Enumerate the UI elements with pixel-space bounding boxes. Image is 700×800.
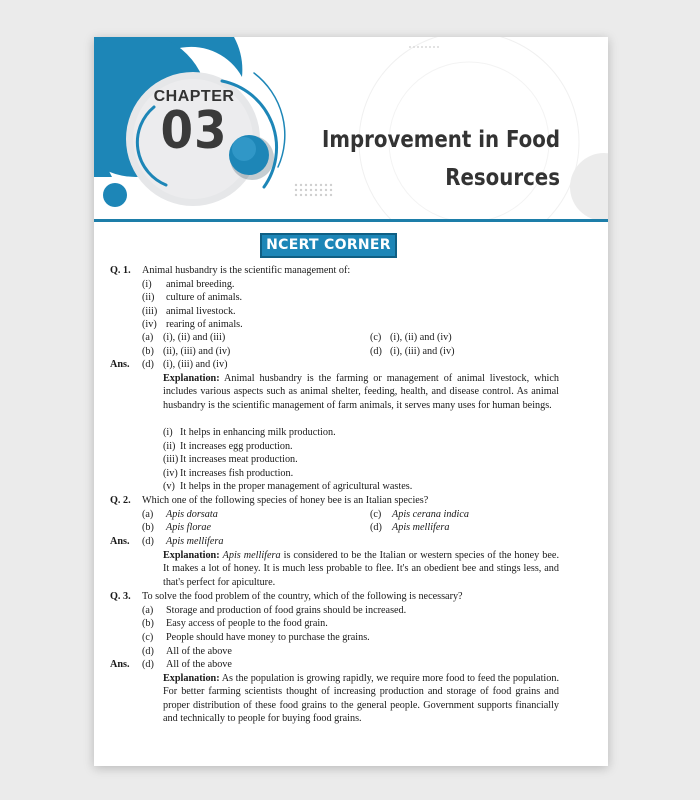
q2-option-text: Apis dorsata	[166, 509, 218, 520]
small-blue-dot	[103, 183, 127, 207]
q3-option-text: Storage and production of food grains should be increased.	[166, 605, 407, 616]
q2-option-text: Apis florae	[166, 522, 211, 533]
q2-option-marker: (b)	[142, 522, 154, 533]
q3-explanation	[163, 672, 559, 726]
chapter-label: CHAPTER	[153, 88, 235, 105]
q1-use-text: It increases fish production.	[180, 468, 294, 479]
q1-option-text: (ii), (iii) and (iv)	[163, 346, 231, 357]
q2-explanation-text: is considered to be the Italian or western species of the honey bee. It makes a lot of honey. It is much less probable to flee. It's an obedient bee and stings less, and that's perfect for apiculture.	[163, 550, 559, 588]
q1-use-marker: (v)	[163, 481, 175, 492]
q1-answer-marker: (d)	[142, 359, 154, 370]
q2-text: Which one of the following species of honey bee is an Italian species?	[142, 495, 429, 506]
q3-option-text: All of the above	[166, 646, 232, 657]
q2-answer-text: Apis mellifera	[166, 536, 224, 547]
q3-number: Q. 3.	[110, 591, 131, 602]
q1-item-marker: (i)	[142, 279, 152, 290]
q2-option-marker: (a)	[142, 509, 154, 520]
q1-explanation-text: Animal husbandry is the farming or management of animal livestock, which includes various aspects such as animal shelter, feeding, health, and disease control. As animal husbandry is the scientific management of farm animals, it serves many uses for human beings.	[163, 373, 559, 411]
q3-option-text: Easy access of people to the food grain.	[166, 618, 328, 629]
q1-answer-text: (i), (iii) and (iv)	[163, 359, 228, 370]
q1-text: Animal husbandry is the scientific management of:	[142, 265, 351, 276]
q1-item-text: rearing of animals.	[166, 319, 243, 330]
q3-explanation-text: As the population is growing rapidly, we require more food to feed the population. For better farming scientists thought of increasing production and storage of food grains and proper distribution of these food grains to the general people. Government supports financially and technically to people for buying food grains.	[163, 673, 559, 725]
q2-option-text: Apis mellifera	[392, 522, 450, 533]
q1-use-text: It increases meat production.	[180, 454, 298, 465]
q3-option-marker: (d)	[142, 646, 154, 657]
q1-item-marker: (ii)	[142, 292, 155, 303]
q3-answer-label: Ans.	[110, 659, 130, 670]
q2-option-marker: (c)	[370, 509, 382, 520]
q1-answer-label: Ans.	[110, 359, 130, 370]
chapter-title-line2: Resources	[445, 165, 560, 191]
dot-row-top	[409, 46, 439, 48]
q1-option-marker: (a)	[142, 332, 154, 343]
q1-use-marker: (iv)	[163, 468, 178, 479]
q2-option-text: Apis cerana indica	[392, 509, 469, 520]
q3-option-marker: (b)	[142, 618, 154, 629]
chapter-header	[94, 37, 608, 219]
q2-answer-marker: (d)	[142, 536, 154, 547]
q1-explanation	[163, 372, 559, 412]
q1-use-text: It helps in the proper management of agricultural wastes.	[180, 481, 413, 492]
q3-explanation-label: Explanation:	[163, 673, 220, 684]
q1-use-text: It increases egg production.	[180, 441, 293, 452]
q1-use-text: It helps in enhancing milk production.	[180, 427, 336, 438]
chapter-title-line1: Improvement in Food	[321, 127, 560, 153]
q1-item-marker: (iii)	[142, 306, 158, 317]
q2-answer-label: Ans.	[110, 536, 130, 547]
q1-option-text: (i), (iii) and (iv)	[390, 346, 455, 357]
q1-use-marker: (ii)	[163, 441, 176, 452]
q2-option-marker: (d)	[370, 522, 382, 533]
q1-explanation-label: Explanation:	[163, 373, 220, 384]
q3-option-marker: (a)	[142, 605, 154, 616]
q1-option-marker: (b)	[142, 346, 154, 357]
q2-number: Q. 2.	[110, 495, 131, 506]
q3-text: To solve the food problem of the country, which of the following is necessary?	[142, 591, 463, 602]
q2-explanation-species: Apis mellifera	[222, 550, 281, 561]
corner-grey-circle	[570, 153, 608, 219]
q3-answer-marker: (d)	[142, 659, 154, 670]
q1-option-marker: (d)	[370, 346, 382, 357]
q2-explanation-label: Explanation:	[163, 550, 220, 561]
q3-option-text: People should have money to purchase the grains.	[166, 632, 370, 643]
q1-option-marker: (c)	[370, 332, 382, 343]
q1-item-marker: (iv)	[142, 319, 157, 330]
q1-option-text: (i), (ii) and (iii)	[163, 332, 226, 343]
chapter-number: 03	[160, 101, 228, 161]
section-banner: NCERT CORNER	[260, 233, 397, 258]
q1-item-text: animal livestock.	[166, 306, 236, 317]
q3-option-marker: (c)	[142, 632, 154, 643]
q1-use-marker: (iii)	[163, 454, 179, 465]
q1-item-text: animal breeding.	[166, 279, 235, 290]
textbook-page	[94, 37, 608, 766]
q3-answer-text: All of the above	[166, 659, 232, 670]
q1-number: Q. 1.	[110, 265, 131, 276]
q1-item-text: culture of animals.	[166, 292, 243, 303]
header-rule	[94, 219, 608, 222]
q1-use-marker: (i)	[163, 427, 173, 438]
q1-option-text: (i), (ii) and (iv)	[390, 332, 452, 343]
chapter-title	[302, 121, 560, 197]
q2-explanation	[163, 549, 559, 589]
